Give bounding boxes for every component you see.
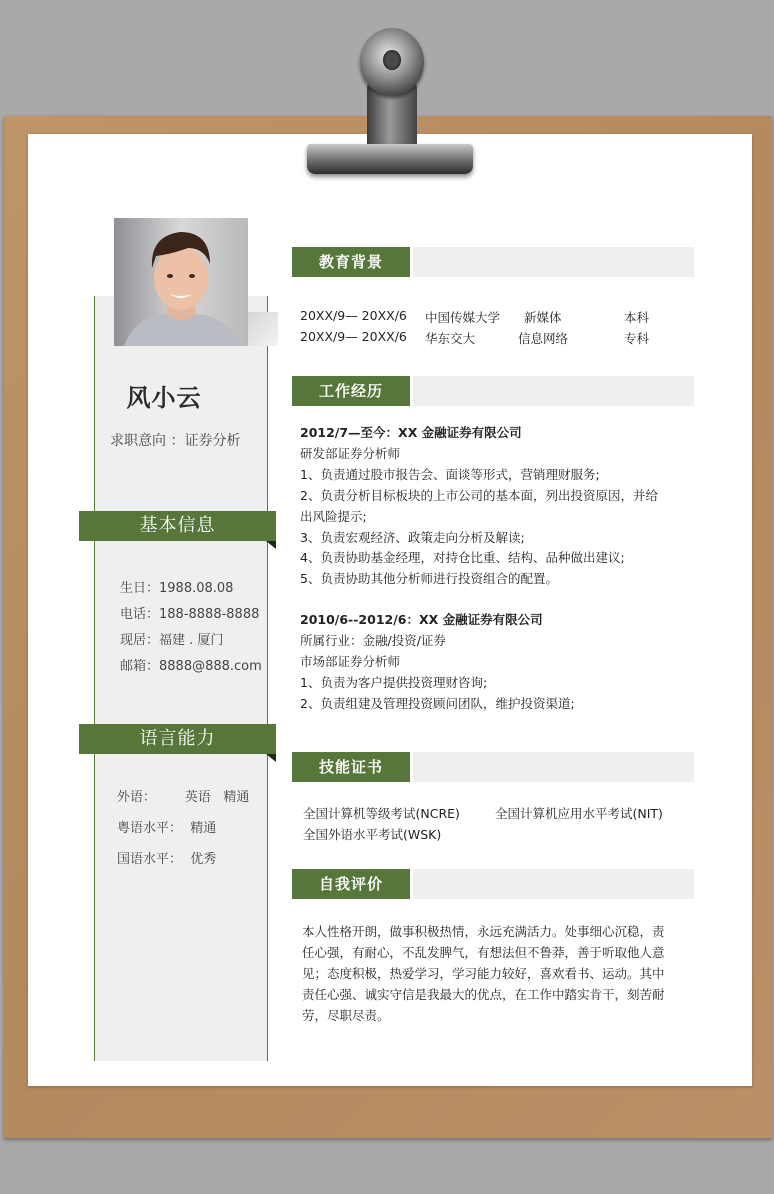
work-heading: 工作经历 bbox=[292, 376, 410, 406]
self-eval-line: 劳，尽职尽责。 bbox=[302, 1008, 390, 1023]
photo-shadow bbox=[248, 312, 278, 346]
skill-item: 全国计算机应用水平考试(NIT) bbox=[495, 806, 663, 821]
education-section bbox=[292, 247, 694, 277]
job1-duty: 出风险提示; bbox=[300, 509, 367, 524]
language-heading: 语言能力 bbox=[79, 724, 276, 754]
job2-industry: 所属行业：金融/投资/证券 bbox=[300, 633, 446, 648]
edu-period: 20XX/9— 20XX/6 bbox=[300, 329, 407, 344]
edu-period: 20XX/9— 20XX/6 bbox=[300, 308, 407, 323]
job1-title: 2012/7—至今：XX 金融证券有限公司 bbox=[300, 425, 522, 440]
self-eval-line: 本人性格开朗，做事积极热情，永远充满活力。处事细心沉稳，责 bbox=[302, 924, 665, 939]
job1-duty: 5、负责协助其他分析师进行投资组合的配置。 bbox=[300, 571, 558, 586]
edu-major: 新媒体 bbox=[524, 310, 562, 325]
edu-school: 华东交大 bbox=[425, 331, 476, 346]
language-cantonese: 粤语水平： 精通 bbox=[117, 821, 217, 836]
binder-clip-icon bbox=[305, 28, 475, 178]
job2-title: 2010/6--2012/6：XX 金融证券有限公司 bbox=[300, 612, 543, 627]
education-heading: 教育背景 bbox=[292, 247, 410, 277]
skill-item: 全国计算机等级考试(NCRE) bbox=[303, 806, 460, 821]
self-eval-line: 责任心强、诚实守信是我最大的优点，在工作中踏实肯干，刻苦耐 bbox=[302, 987, 665, 1002]
skill-item: 全国外语水平考试(WSK) bbox=[303, 827, 442, 842]
phone-number: 电话：188-8888-8888 bbox=[120, 607, 260, 622]
birth-date: 生日：1988.08.08 bbox=[120, 581, 234, 596]
edu-degree: 本科 bbox=[624, 310, 650, 325]
work-section bbox=[292, 376, 694, 406]
job1-role: 研发部证券分析师 bbox=[300, 446, 401, 461]
self-eval-heading: 自我评价 bbox=[292, 869, 410, 899]
edu-school: 中国传媒大学 bbox=[425, 310, 501, 325]
skills-heading: 技能证书 bbox=[292, 752, 410, 782]
location: 现居：福建 . 厦门 bbox=[120, 633, 224, 648]
job1-duty: 3、负责宏观经济、政策走向分析及解读; bbox=[300, 530, 525, 545]
self-eval-line: 见；态度积极，热爱学习，学习能力较好，喜欢看书、运动。其中 bbox=[302, 966, 665, 981]
avatar bbox=[114, 218, 248, 346]
language-mandarin: 国语水平： 优秀 bbox=[117, 852, 217, 867]
job1-duty: 1、负责通过股市报告会、面谈等形式，营销理财服务; bbox=[300, 467, 600, 482]
edu-degree: 专科 bbox=[624, 331, 650, 346]
job1-duty: 4、负责协助基金经理，对持仓比重、结构、品种做出建议; bbox=[300, 550, 625, 565]
job-intent: 求职意向 ：证券分析 bbox=[110, 433, 241, 449]
job2-duty: 2、负责组建及管理投资顾问团队，维护投资渠道; bbox=[300, 696, 575, 711]
basic-info-heading: 基本信息 bbox=[79, 511, 276, 541]
candidate-name: 风小云 bbox=[126, 384, 202, 412]
language-foreign: 外语： 英语 精通 bbox=[117, 790, 250, 805]
email: 邮箱：8888@888.com bbox=[120, 659, 262, 674]
job1-duty: 2、负责分析目标板块的上市公司的基本面，列出投资原因，并给 bbox=[300, 488, 658, 503]
edu-major: 信息网络 bbox=[518, 331, 569, 346]
job2-duty: 1、负责为客户提供投资理财咨询; bbox=[300, 675, 488, 690]
skills-section bbox=[292, 752, 694, 782]
self-eval-section bbox=[292, 869, 694, 899]
job2-role: 市场部证券分析师 bbox=[300, 654, 401, 669]
self-eval-line: 任心强，有耐心，不乱发脾气，有想法但不鲁莽，善于听取他人意 bbox=[302, 945, 665, 960]
